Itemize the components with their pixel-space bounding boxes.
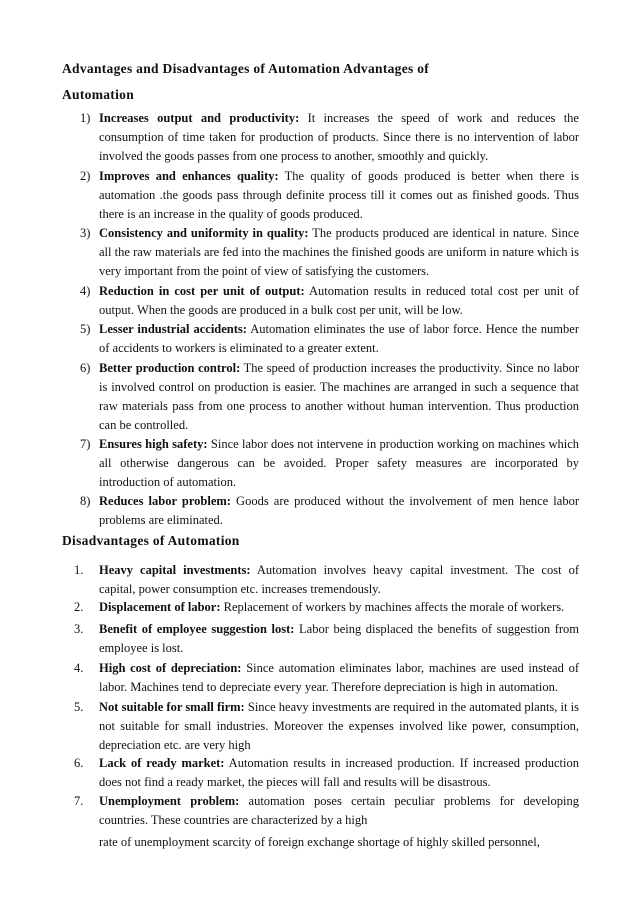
item-text xyxy=(99,754,579,792)
item-description: Since labor does not intervene in production working on machines which all otherwise dangerous can be avoided. Proper safety measures are incorporated by introduction of automation. xyxy=(99,437,579,489)
item-description: The speed of production increases the productivity. Since no labor is involved control on production is easier. The machines are arranged in such a sequence that raw materials pass from one process to another without human intervention. Thus production can be controlled. xyxy=(99,361,580,432)
continuation-line: rate of unemployment scarcity of foreign exchange shortage of highly skilled personnel, xyxy=(99,835,540,849)
item-number: 5. xyxy=(74,700,84,714)
item-number: 5) xyxy=(80,322,91,336)
item-description: Replacement of workers by machines affects the morale of workers. xyxy=(220,600,565,614)
item-heading: Unemployment problem: xyxy=(99,794,240,808)
item-text xyxy=(99,282,579,320)
item-description: Automation results in increased production. If increased production does not find a ready market, the pieces will fall and results will be disastrous. xyxy=(99,756,579,789)
item-number: 1. xyxy=(74,563,84,577)
item-description: It increases the speed of work and reduces the consumption of time taken for production of products. Since there is no intervention of labor involved the goods passes from one process to another, smoothly and quickly. xyxy=(99,111,579,163)
item-description: Since automation eliminates labor, machines are used instead of labor. Machines tend to depreciate every year. Therefore depreciation is high in automation. xyxy=(99,661,579,694)
item-number: 3) xyxy=(80,226,91,240)
item-description: Since heavy investments are required in the automated plants, it is not suitable for small industries. Moreover the expenses involved like power, consumption, depreciation etc. are very high xyxy=(99,700,579,752)
item-text xyxy=(99,698,579,755)
item-heading: Improves and enhances quality: xyxy=(99,169,279,183)
item-number: 1) xyxy=(80,111,91,125)
item-text xyxy=(99,561,579,599)
item-heading: Consistency and uniformity in quality: xyxy=(99,226,309,240)
item-heading: Reduces labor problem: xyxy=(99,494,231,508)
item-number: 6. xyxy=(74,756,84,770)
disadvantages-heading: Disadvantages of Automation xyxy=(62,533,240,548)
item-heading: Heavy capital investments: xyxy=(99,563,251,577)
item-number: 6) xyxy=(80,361,91,375)
page-title xyxy=(62,56,582,108)
item-description: Automation eliminates the use of labor force. Hence the number of accidents to workers is eliminated to a greater extent. xyxy=(99,322,579,355)
item-description: Labor being displaced the benefits of suggestion from employee is lost. xyxy=(99,622,579,655)
item-heading: Better production control: xyxy=(99,361,241,375)
item-text xyxy=(99,359,579,435)
item-text xyxy=(99,598,579,617)
item-heading: Lack of ready market: xyxy=(99,756,225,770)
item-number: 8) xyxy=(80,494,91,508)
item-heading: Benefit of employee suggestion lost: xyxy=(99,622,295,636)
item-text xyxy=(99,435,579,492)
item-heading: Displacement of labor: xyxy=(99,600,221,614)
item-heading: Increases output and productivity: xyxy=(99,111,300,125)
item-number: 2. xyxy=(74,600,84,614)
item-text xyxy=(99,620,579,658)
item-number: 3. xyxy=(74,622,84,636)
item-description: Automation involves heavy capital investment. The cost of capital, power consumption etc. increases tremendously. xyxy=(99,563,579,596)
item-description: Automation results in reduced total cost per unit of output. When the goods are produced in a bulk cost per unit, will be low. xyxy=(99,284,579,317)
item-text xyxy=(99,320,579,358)
item-text xyxy=(99,167,579,224)
item-number: 4. xyxy=(74,661,84,675)
item-heading: Lesser industrial accidents: xyxy=(99,322,247,336)
item-heading: High cost of depreciation: xyxy=(99,661,242,675)
item-text xyxy=(99,792,579,830)
item-heading: Not suitable for small firm: xyxy=(99,700,245,714)
item-number: 7. xyxy=(74,794,84,808)
item-description: The quality of goods produced is better when there is automation .the goods pass through definite process till it comes out as finished goods. Thus there is an increase in the quality of goods produced. xyxy=(99,169,579,221)
item-text xyxy=(99,109,579,166)
item-number: 7) xyxy=(80,437,91,451)
item-text xyxy=(99,659,579,697)
item-heading: Ensures high safety: xyxy=(99,437,208,451)
item-number: 4) xyxy=(80,284,91,298)
item-description: Goods are produced without the involvement of men hence labor problems are eliminated. xyxy=(99,494,579,527)
item-description: The products produced are identical in nature. Since all the raw materials are fed into the machines the finished goods are uniform in nature which is very important from the point of view of satisfying the customers. xyxy=(99,226,579,278)
title-line-1: Advantages and Disadvantages of Automation Advantages of xyxy=(62,61,430,76)
item-text xyxy=(99,492,579,530)
item-heading: Reduction in cost per unit of output: xyxy=(99,284,305,298)
item-description: automation poses certain peculiar problems for developing countries. These countries are characterized by a high xyxy=(99,794,579,827)
item-text xyxy=(99,224,579,281)
title-line-2: Automation xyxy=(62,87,135,102)
item-number: 2) xyxy=(80,169,91,183)
